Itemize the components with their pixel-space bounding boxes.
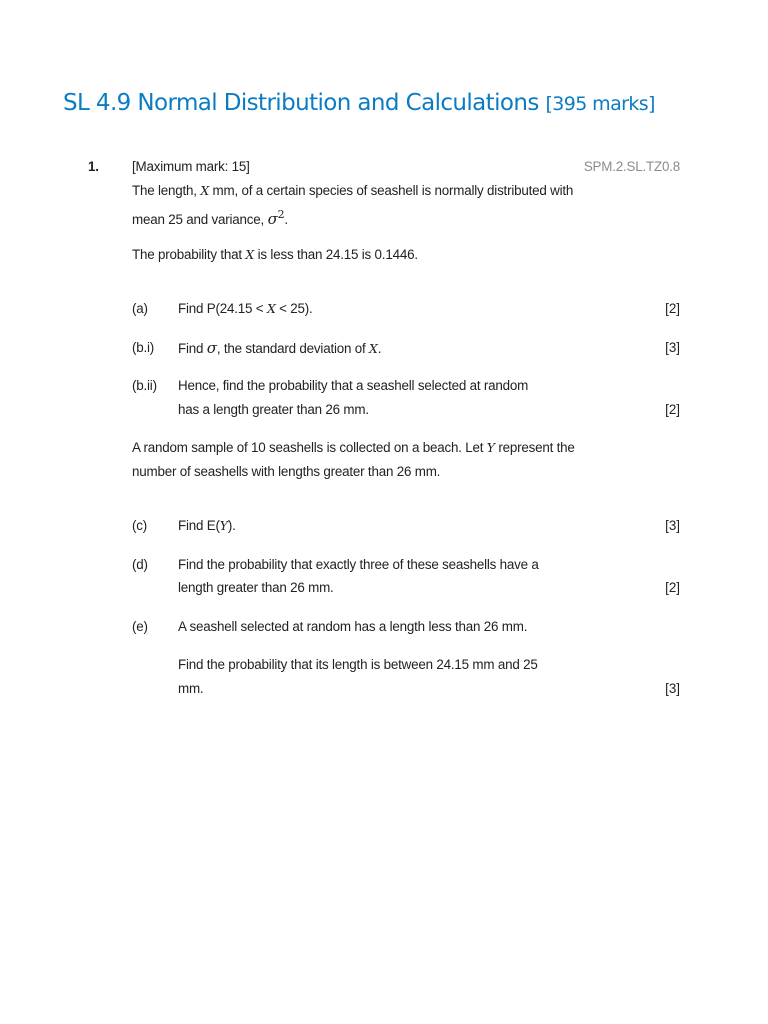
power-two: 2 [277,208,285,221]
part-e-line-1: A seashell selected at random has a length less than 26 mm. [178,619,528,634]
part-d-marks: [2] [665,580,680,595]
part-bii-line-1: Hence, find the probability that a seashell selected at random [178,378,529,393]
part-e-label: (e) [132,619,148,634]
part-d-label: (d) [132,557,148,572]
part-e-line-2: Find the probability that its length is between 24.15 mm and 25 [178,657,538,672]
sample-line-2: number of seashells with lengths greater than 26 mm. [132,464,441,479]
part-c-text: Find E(Y). [178,518,236,533]
part-bi-text: Find σ, the standard deviation of X. [178,339,382,357]
part-c-label: (c) [132,518,148,533]
part-c-marks: [3] [665,518,680,533]
total-marks: [395 marks] [545,93,655,115]
part-bii-label: (b.ii) [132,378,157,393]
part-e-marks: [3] [665,681,680,696]
question-number: 1. [88,159,99,174]
question-reference: SPM.2.SL.TZ0.8 [583,159,680,174]
part-bi-label: (b.i) [132,340,155,355]
part-a-marks: [2] [665,301,680,316]
part-bii-line-2: has a length greater than 26 mm. [178,402,369,417]
part-e-line-3: mm. [178,681,204,696]
page-title [63,90,655,116]
part-d-line-2: length greater than 26 mm. [178,580,334,595]
max-mark: [Maximum mark: 15] [132,159,250,174]
part-bii-marks: [2] [665,402,680,417]
variable-x: X [200,183,210,198]
title-text: SL 4.9 Normal Distribution and Calculations [63,90,539,116]
part-d-line-1: Find the probability that exactly three of these seashells have a [178,557,539,572]
intro-line-1: The length, X mm, of a certain species of seashell is normally distributed with [132,183,574,198]
part-a-label: (a) [132,301,148,316]
part-a-text: Find P(24.15 < X < 25). [178,301,313,316]
part-bi-marks: [3] [665,340,680,355]
sigma-symbol: σ [267,210,278,228]
sample-line-1: A random sample of 10 seashells is collected on a beach. Let Y represent the [132,440,575,455]
intro-line-2: mean 25 and variance, $\sigma^2$. [132,208,288,228]
probability-statement: The probability that X is less than 24.15 is 0.1446. [132,247,418,262]
